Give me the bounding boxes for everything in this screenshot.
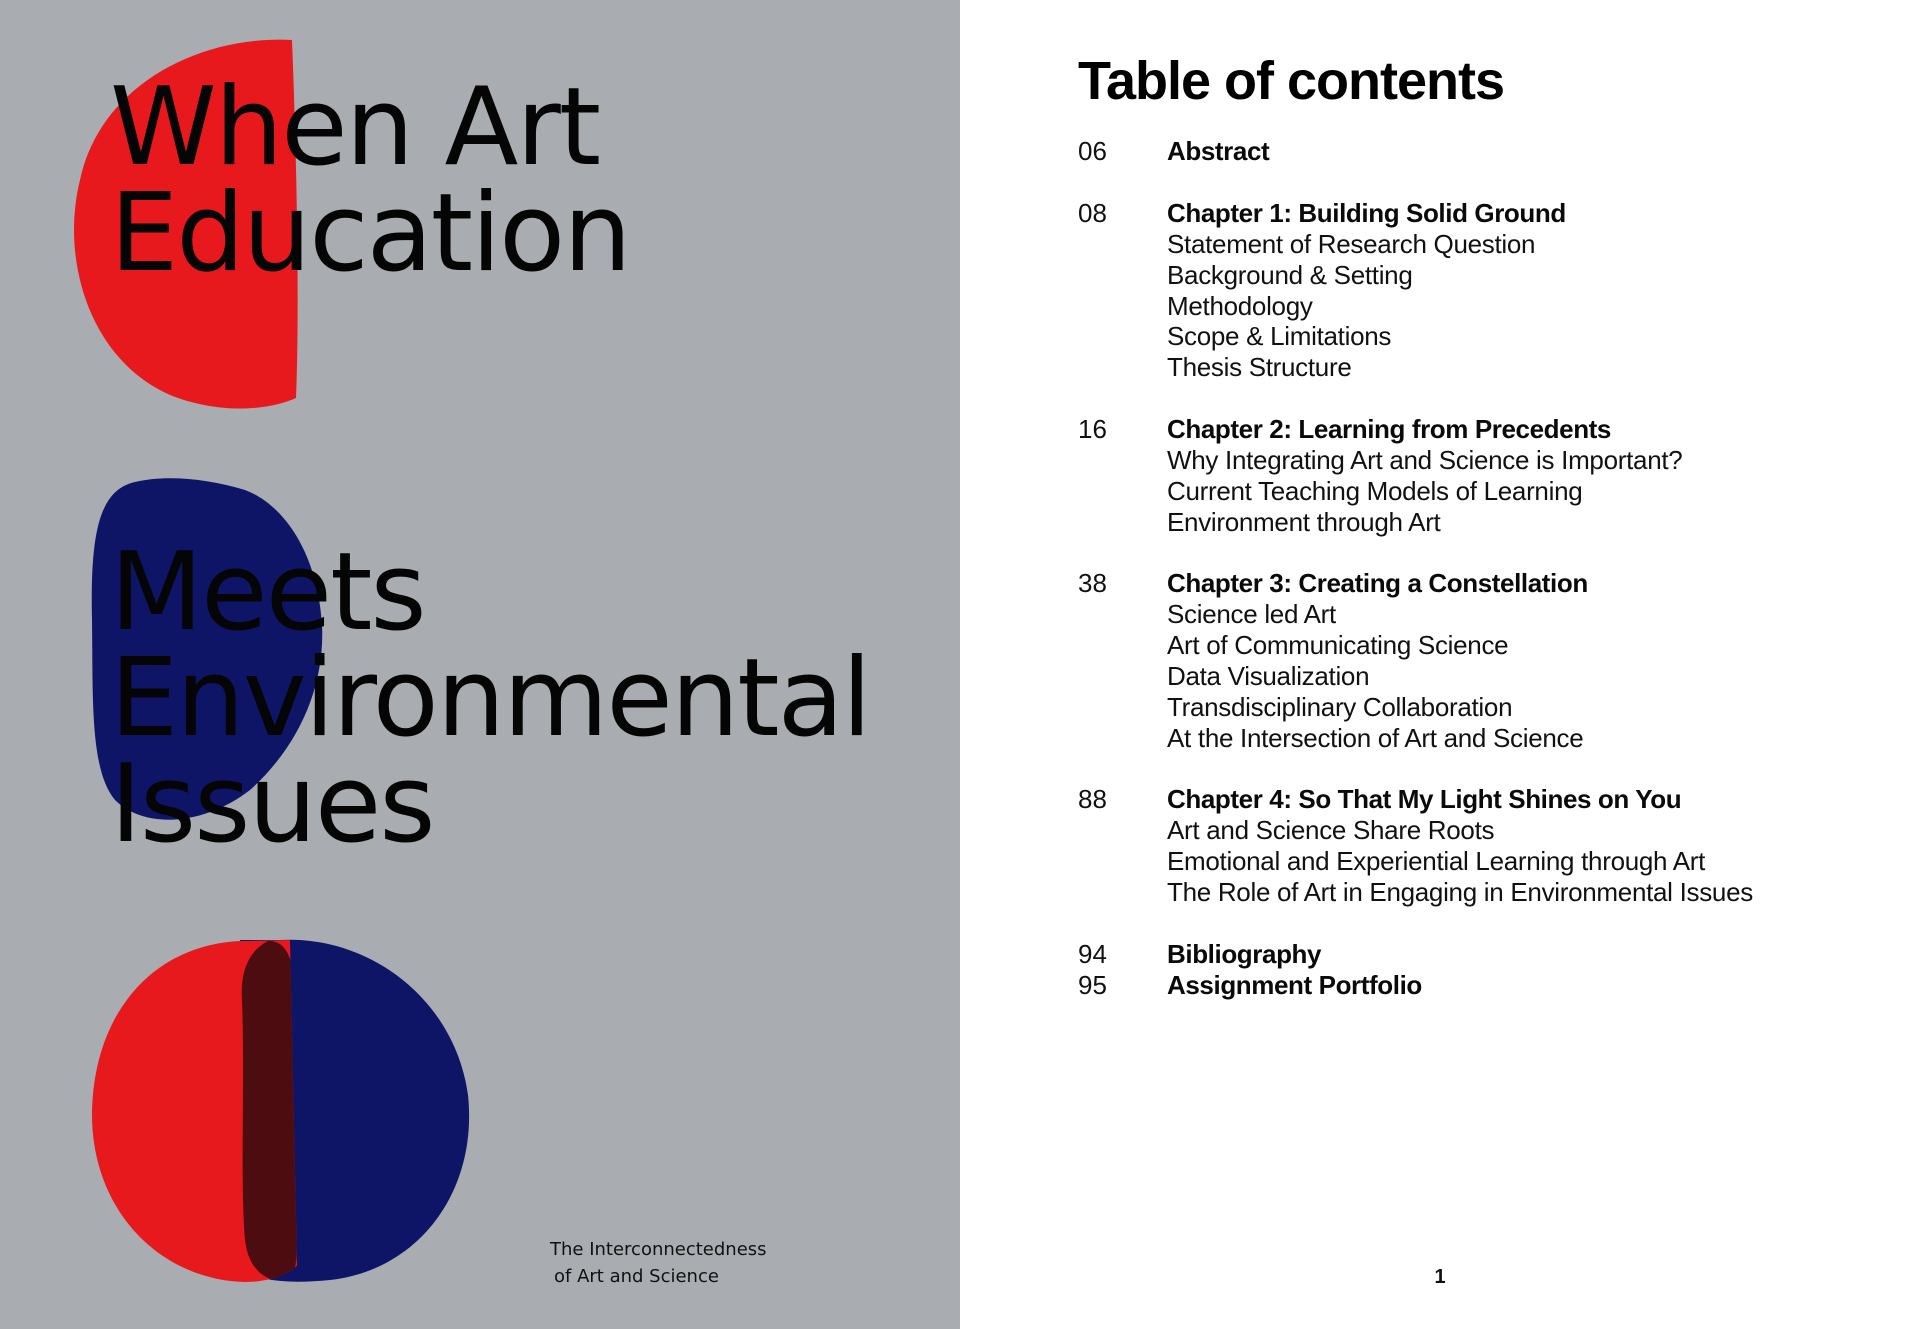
toc-page-number: 94	[1078, 938, 1107, 969]
toc-page-number: 95	[1078, 969, 1107, 1000]
toc-sub-item: Why Integrating Art and Science is Important?	[1167, 444, 1683, 475]
toc-entry-bibliography[interactable]	[1078, 939, 1878, 970]
toc-heading: Table of contents	[1078, 51, 1505, 111]
toc-sub-item: Current Teaching Models of Learning	[1167, 475, 1583, 506]
toc-sub-item: Thesis Structure	[1167, 352, 1352, 383]
toc-entry-title: Assignment Portfolio	[1167, 969, 1422, 1000]
toc-sub-item: Art and Science Share Roots	[1167, 815, 1495, 846]
toc-entry-title: Bibliography	[1167, 938, 1322, 969]
toc-entry-title: Chapter 2: Learning from Precedents	[1167, 413, 1611, 444]
toc-entry-chapter-3[interactable]	[1078, 568, 1878, 753]
cover-title-line: Environmental	[110, 636, 870, 761]
cover-subtitle-line: The Interconnectedness	[550, 1239, 767, 1260]
toc-sub-item: Methodology	[1167, 290, 1313, 321]
toc-sub-item: Data Visualization	[1167, 660, 1370, 691]
toc-entry-assignment-portfolio[interactable]	[1078, 970, 1878, 1001]
toc-entry-title: Chapter 3: Creating a Constellation	[1167, 568, 1588, 599]
toc-entry-title: Abstract	[1167, 136, 1270, 166]
toc-entry-chapter-2[interactable]	[1078, 414, 1878, 537]
cover-title-line: When Art	[110, 65, 600, 190]
toc-sub-item: Transdisciplinary Collaboration	[1167, 691, 1513, 722]
toc-list	[1078, 136, 1878, 1001]
toc-page-number: 08	[1078, 198, 1107, 228]
table-of-contents-page	[960, 0, 1920, 1329]
toc-entry-chapter-4[interactable]	[1078, 784, 1878, 907]
toc-sub-item: Background & Setting	[1167, 259, 1413, 290]
toc-sub-item: Art of Communicating Science	[1167, 630, 1509, 661]
toc-sub-item: The Role of Art in Engaging in Environmental Issues	[1167, 876, 1753, 907]
cover-subtitle	[550, 1236, 767, 1290]
toc-sub-item: Science led Art	[1167, 599, 1336, 630]
cover-title-line: Issues	[110, 742, 434, 867]
toc-entry-title: Chapter 1: Building Solid Ground	[1167, 198, 1566, 228]
cover-title-line: Education	[110, 171, 630, 296]
toc-entry-title: Chapter 4: So That My Light Shines on You	[1167, 784, 1682, 815]
toc-sub-item: Statement of Research Question	[1167, 229, 1536, 259]
toc-page-number: 06	[1078, 136, 1107, 166]
overlap-shape	[242, 941, 297, 1282]
cover-title-top	[110, 65, 630, 296]
toc-page-number: 88	[1078, 784, 1107, 815]
toc-sub-item: Emotional and Experiential Learning through Art	[1167, 846, 1706, 877]
cover-subtitle-line: of Art and Science	[554, 1266, 719, 1287]
page-number: 1	[1434, 1266, 1446, 1288]
toc-entry-chapter-1[interactable]	[1078, 198, 1878, 383]
toc-sub-item: Environment through Art	[1167, 506, 1441, 537]
toc-entry-abstract[interactable]	[1078, 136, 1878, 167]
cover-title-bottom	[110, 530, 870, 867]
toc-sub-item: Scope & Limitations	[1167, 321, 1392, 352]
cover-title-line: Meets	[110, 530, 425, 655]
toc-page-number: 16	[1078, 413, 1107, 444]
toc-page-number: 38	[1078, 568, 1107, 599]
toc-sub-item: At the Intersection of Art and Science	[1167, 722, 1584, 753]
